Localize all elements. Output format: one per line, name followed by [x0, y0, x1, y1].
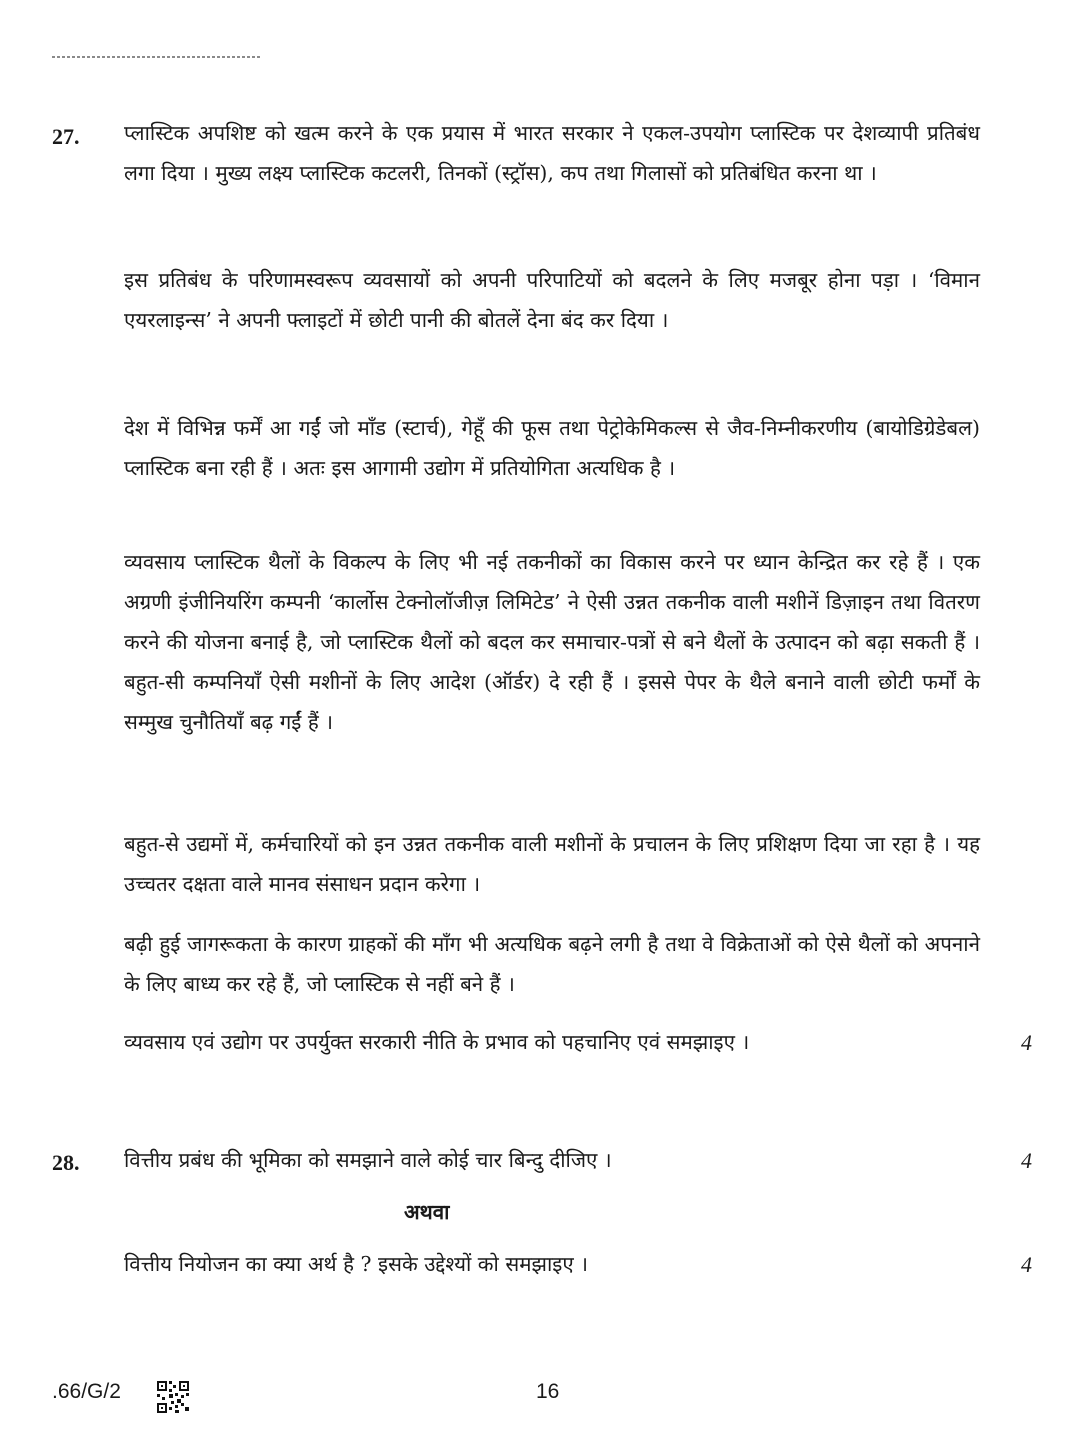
q27-paragraph-5: बहुत-से उद्यमों में, कर्मचारियों को इन उन्नत तकनीक वाली मशीनों के प्रचालन के लिए प्रशिक्षण दिया जा रहा है । यह उच्चतर दक्षता वाले मानव संसाधन प्रदान करेगा । [124, 832, 980, 896]
q27-marks: 4 [1021, 1030, 1032, 1055]
q28-question: वित्तीय प्रबंध की भूमिका को समझाने वाले कोई चार बिन्दु दीजिए । [124, 1148, 612, 1172]
q27-paragraph-6: बढ़ी हुई जागरूकता के कारण ग्राहकों की माँग भी अत्यधिक बढ़ने लगी है तथा वे विक्रेताओं को ऐसे थैलों को अपनाने के लिए बाध्य कर रहे हैं, जो प्लास्टिक से नहीं बने हैं । [124, 932, 980, 996]
q27-paragraph-4: व्यवसाय प्लास्टिक थैलों के विकल्प के लिए भी नई तकनीकों का विकास करने पर ध्यान केन्द्रित कर रहे हैं । एक अग्रणी इंजीनियरिंग कम्पनी ‘कार्लोस टेक्नोलॉजीज़ लिमिटेड’ ने ऐसी उन्नत तकनीक वाली मशीनें डिज़ाइन तथा वितरण करने की योजना बनाई है, जो प्लास्टिक थैलों को बदल कर समाचार-पत्रों से बने थैलों के उत्पादन को बढ़ा सकती हैं । बहुत-सी कम्पनियाँ ऐसी मशीनों के लिए आदेश (ऑर्डर) दे रही हैं । इससे पेपर के थैले बनाने वाली छोटी फर्मों के सम्मुख चुनौतियाँ बढ़ गईं हैं । [124, 550, 980, 734]
or-label: अथवा [404, 1200, 450, 1224]
q27-paragraph-3: देश में विभिन्न फर्में आ गईं जो माँड (स्टार्च), गेहूँ की फूस तथा पेट्रोकेमिकल्स से जैव-निम्नीकरणीय (बायोडिग्रेडेबल) प्लास्टिक बना रही हैं । अतः इस आगामी उद्योग में प्रतियोगिता अत्यधिक है । [124, 416, 980, 480]
q27-paragraph-2: इस प्रतिबंध के परिणामस्वरूप व्यवसायों को अपनी परिपाटियों को बदलने के लिए मजबूर होना पड़ा । ‘विमान एयरलाइन्स’ ने अपनी फ्लाइटों में छोटी पानी की बोतलें देना बंद कर दिया । [124, 268, 980, 332]
question-28-number: 28. [52, 1150, 80, 1175]
page-number: 16 [536, 1380, 560, 1403]
qr-code-icon [156, 1380, 190, 1414]
question-27-number: 27. [52, 124, 80, 149]
header-rule [52, 56, 260, 58]
q28-alt-question: वित्तीय नियोजन का क्या अर्थ है ? इसके उद्देश्यों को समझाइए । [124, 1252, 588, 1276]
q28-marks: 4 [1021, 1148, 1032, 1173]
q27-paragraph-1: प्लास्टिक अपशिष्ट को खत्म करने के एक प्रयास में भारत सरकार ने एकल-उपयोग प्लास्टिक पर देशव्यापी प्रतिबंध लगा दिया । मुख्य लक्ष्य प्लास्टिक कटलरी, तिनकों (स्ट्रॉस), कप तथा गिलासों को प्रतिबंधित करना था । [124, 121, 980, 185]
paper-code: .66/G/2 [52, 1380, 121, 1403]
q27-question: व्यवसाय एवं उद्योग पर उपर्युक्त सरकारी नीति के प्रभाव को पहचानिए एवं समझाइए । [124, 1030, 750, 1054]
q28-alt-marks: 4 [1021, 1252, 1032, 1277]
